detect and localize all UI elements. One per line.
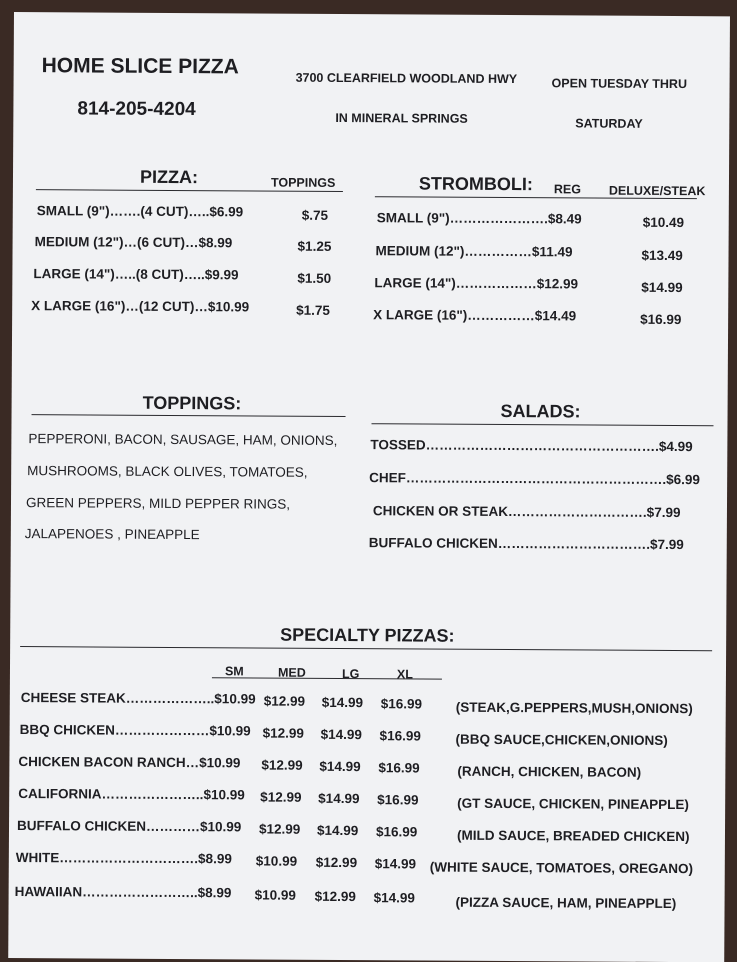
specialty-row-xl: $16.99 [378,760,420,776]
specialty-row-lg: $14.99 [318,790,360,807]
address-line-1: 3700 CLEARFIELD WOODLAND HWY [295,70,518,87]
salad-row: CHICKEN OR STEAK………………………….$7.99 [372,503,681,521]
stromboli-row-label: SMALL (9")………………….$8.49 [376,210,582,227]
specialty-row-desc: (WHITE SAUCE, TOMATOES, OREGANO) [429,859,694,877]
phone-number: 814-205-4204 [77,98,196,121]
specialty-row-xl: $16.99 [375,824,418,840]
specialty-row-med: $10.99 [255,853,298,869]
specialty-row-xl: $16.99 [377,792,419,808]
salads-heading: SALADS: [500,400,581,422]
pizza-toppings-header: TOPPINGS [270,175,336,190]
specialty-row-med: $12.99 [258,821,301,837]
pizza-row-label: X LARGE (16")…(12 CUT)…$10.99 [31,298,250,315]
stromboli-row-label: LARGE (14")………………$12.99 [374,275,579,292]
specialty-divider [20,646,712,651]
specialty-row-lg: $14.99 [319,758,361,775]
specialty-heading: SPECIALTY PIZZAS: [280,624,455,646]
stromboli-row-label: X LARGE (16")……………$14.49 [373,307,577,324]
size-header-xl: XL [396,667,413,682]
toppings-heading: TOPPINGS: [142,392,242,414]
size-header-sm: SM [224,664,244,679]
stromboli-deluxe-header: DELUXE/STEAK [608,183,706,199]
pizza-row-topping: $1.25 [297,238,332,254]
specialty-row-med: $12.99 [262,725,304,741]
pizza-row-topping: $1.50 [297,270,332,286]
specialty-row-name: BUFFALO CHICKEN…………$10.99 [16,818,242,835]
size-header-med: MED [277,665,306,680]
pizza-row-label: MEDIUM (12")…(6 CUT)…$8.99 [34,234,233,251]
specialty-row-lg: $14.99 [320,726,362,743]
menu-sheet [8,12,730,962]
specialty-row-lg: $12.99 [315,854,358,871]
restaurant-name: HOME SLICE PIZZA [41,54,239,79]
specialty-row-name: CHICKEN BACON RANCH…$10.99 [18,754,241,771]
specialty-row-name: HAWAIIAN……………………..$8.99 [14,884,232,901]
specialty-row-desc: (BBQ SAUCE,CHICKEN,ONIONS) [455,731,668,749]
toppings-line: MUSHROOMS, BLACK OLIVES, TOMATOES, [27,463,308,480]
specialty-row-desc: (GT SAUCE, CHICKEN, PINEAPPLE) [457,795,689,813]
specialty-row-xl: $14.99 [374,856,417,872]
specialty-row-xl: $16.99 [379,728,421,744]
specialty-row-desc: (PIZZA SAUCE, HAM, PINEAPPLE) [455,894,677,912]
specialty-row-desc: (RANCH, CHICKEN, BACON) [457,763,642,780]
stromboli-row-label: MEDIUM (12")……………$11.49 [375,243,573,260]
hours-line-2: SATURDAY [575,116,643,131]
pizza-row-label: LARGE (14")…..(8 CUT)…..$9.99 [33,266,239,283]
specialty-row-med: $10.99 [254,887,296,903]
specialty-row-name: BBQ CHICKEN…………………$10.99 [19,722,251,739]
stromboli-row-deluxe: $16.99 [640,311,682,328]
salads-divider [371,423,713,426]
salad-row: BUFFALO CHICKEN…………………………….$7.99 [368,535,684,553]
stromboli-heading: STROMBOLI: [418,173,534,195]
specialty-row-med: $12.99 [261,757,303,773]
specialty-row-name: WHITE………………………….$8.99 [15,850,232,867]
specialty-row-desc: (MILD SAUCE, BREADED CHICKEN) [456,827,690,845]
salad-row: CHEF………………………………………………….$6.99 [369,470,700,488]
specialty-row-xl: $14.99 [373,890,415,906]
pizza-row-topping: $1.75 [296,302,331,318]
specialty-row-med: $12.99 [260,789,302,805]
pizza-row-topping: $.75 [301,207,329,223]
specialty-row-desc: (STEAK,G.PEPPERS,MUSH,ONIONS) [455,699,693,717]
specialty-row-lg: $14.99 [321,694,364,711]
stromboli-row-deluxe: $14.99 [641,279,683,296]
stromboli-row-deluxe: $10.49 [642,214,685,231]
specialty-row-name: CHEESE STEAK………………..$10.99 [20,690,256,707]
hours-line-1: OPEN TUESDAY THRU [551,76,688,92]
toppings-line: PEPPERONI, BACON, SAUSAGE, HAM, ONIONS, [28,431,338,448]
salad-row: TOSSED…………………………………………….$4.99 [370,437,693,455]
toppings-divider [32,414,346,417]
specialty-row-lg: $14.99 [316,822,359,839]
toppings-line: JALAPENOES , PINEAPPLE [24,526,200,543]
specialty-row-lg: $12.99 [314,888,356,905]
specialty-row-med: $12.99 [263,693,306,709]
specialty-row-xl: $16.99 [380,696,423,712]
stromboli-row-deluxe: $13.49 [641,247,683,264]
pizza-row-label: SMALL (9")…….(4 CUT)…..$6.99 [36,203,244,220]
toppings-line: GREEN PEPPERS, MILD PEPPER RINGS, [25,495,291,512]
address-line-2: IN MINERAL SPRINGS [335,110,468,126]
pizza-heading: PIZZA: [139,166,199,188]
specialty-row-name: CALIFORNIA…………………..$10.99 [18,786,245,803]
size-header-lg: LG [341,667,360,682]
stromboli-reg-header: REG [553,182,582,197]
